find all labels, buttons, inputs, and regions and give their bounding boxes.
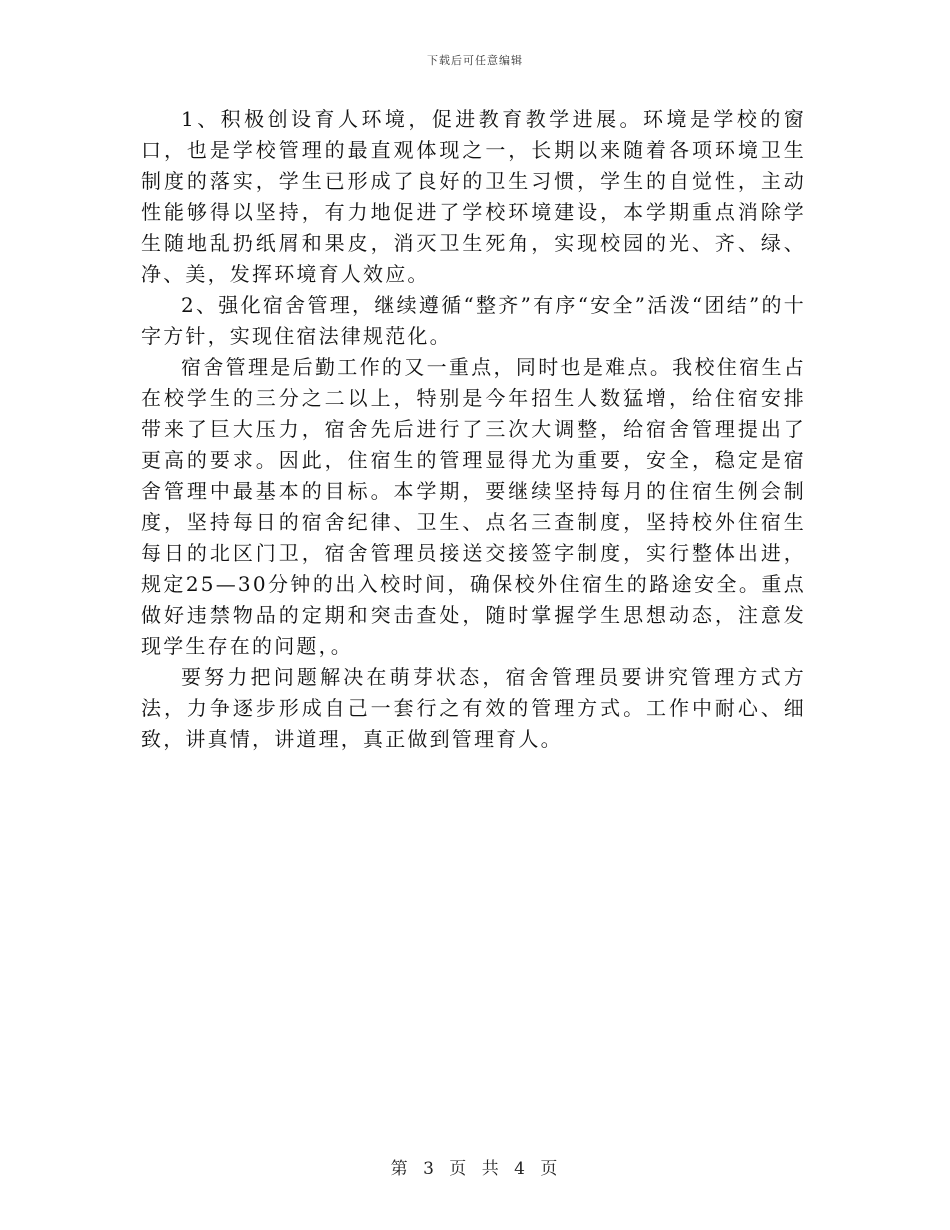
paragraph-dorm-policy: 2、强化宿舍管理，继续遵循“整齐”有序“安全”活泼“团结”的十字方针，实现住宿法律规范化。 [141, 293, 806, 348]
paragraph-dorm-management: 宿舍管理是后勤工作的又一重点，同时也是难点。我校住宿生占在校学生的三分之二以上，特别是今年招生人数猛增，给住宿安排带来了巨大压力，宿舍先后进行了三次大调整，给宿舍管理提出了更高的要求。因此，住宿生的管理显得尤为重要，安全，稳定是宿舍管理中最基本的目标。本学期，要继续坚持每月的住宿生例会制度，坚持每日的宿舍纪律、卫生、点名三查制度，坚持校外住宿生每日的北区门卫，宿舍管理员接送交接签字制度，实行整体出进，规定25—30分钟的出入校时间，确保校外住宿生的路途安全。重点做好违禁物品的定期和突击查处，随时掌握学生思想动态，注意发现学生存在的问题，。 [141, 355, 806, 658]
header-edit-note: 下载后可任意编辑 [427, 54, 523, 67]
paragraph-environment: 1、积极创设育人环境，促进教育教学进展。环境是学校的窗口，也是学校管理的最直观体现之一，长期以来随着各项环境卫生制度的落实，学生已形成了良好的卫生习惯，学生的自觉性，主动性能够得以坚持，有力地促进了学校环境建设，本学期重点消除学生随地乱扔纸屑和果皮，消灭卫生死角，实现校园的光、齐、绿、净、美，发挥环境育人效应。 [141, 107, 806, 286]
paragraph-problem-solving: 要努力把问题解决在萌芽状态，宿舍管理员要讲究管理方式方法，力争逐步形成自己一套行之有效的管理方式。工作中耐心、细致，讲真情，讲道理，真正做到管理育人。 [141, 665, 806, 751]
page-number: 第 3 页 共 4 页 [390, 1159, 560, 1179]
document-body [141, 104, 806, 755]
